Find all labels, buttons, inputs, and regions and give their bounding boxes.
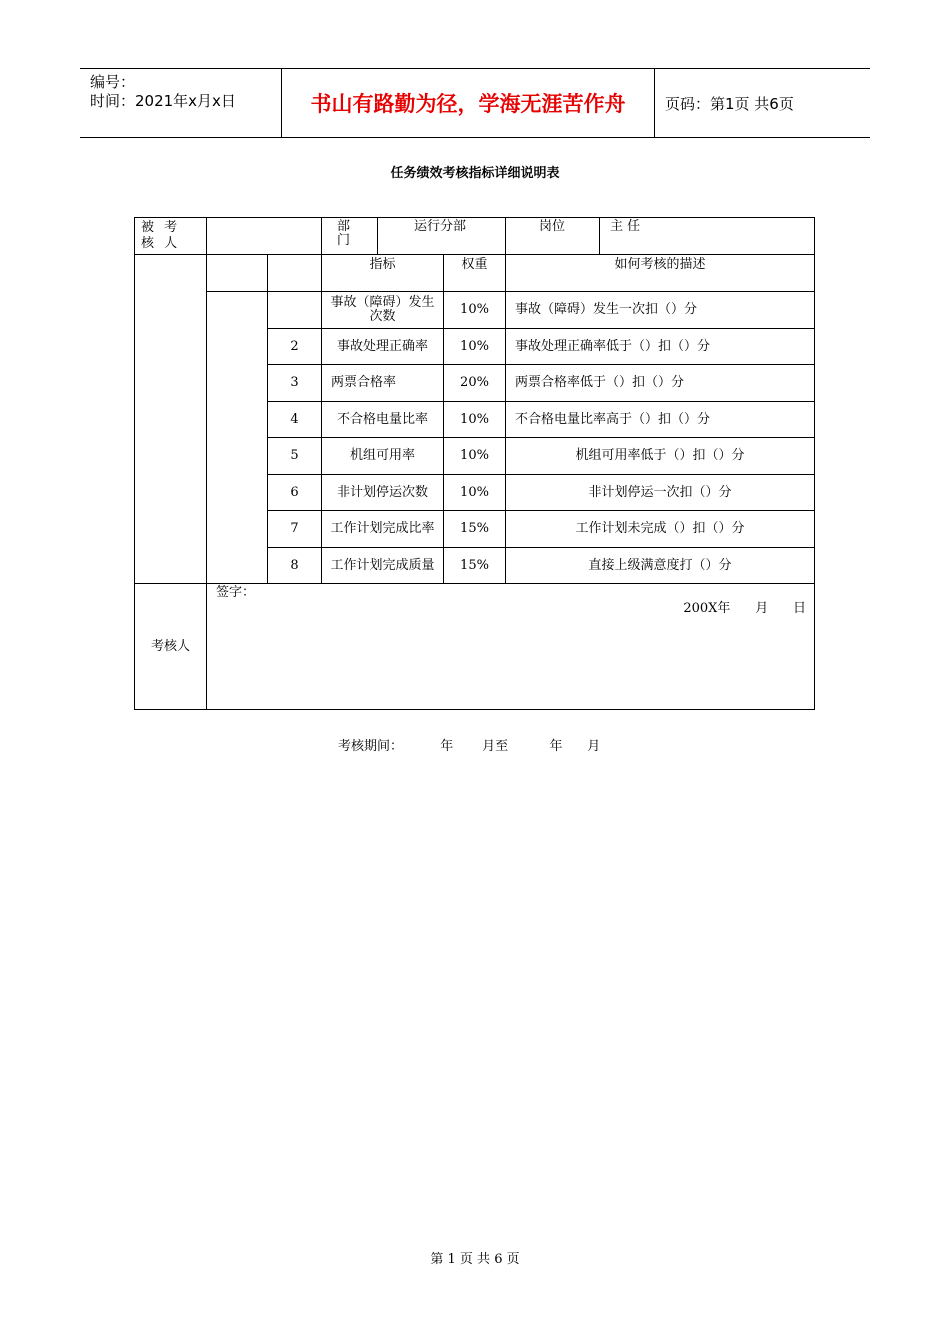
row-desc: 直接上级满意度打（）分 [505, 547, 815, 584]
assessment-table [134, 217, 815, 710]
row-desc: 工作计划未完成（）扣（）分 [505, 510, 815, 548]
post-value: 主 任 [599, 217, 815, 255]
row-desc: 机组可用率低于（）扣（）分 [505, 437, 815, 475]
row-weight: 10% [443, 401, 506, 438]
row-weight: 10% [443, 437, 506, 475]
row-number: 5 [267, 437, 322, 475]
assessee-value[interactable] [206, 217, 322, 255]
document-title: 任务绩效考核指标详细说明表 [390, 166, 560, 181]
row-number: 2 [267, 328, 322, 365]
col-weight: 权重 [443, 254, 506, 292]
row-desc: 事故（障碍）发生一次扣（）分 [505, 291, 815, 329]
assessment-period: 考核期间： 年 月至 年 月 [338, 739, 601, 754]
row-weight: 15% [443, 547, 506, 584]
blank-header-cell [206, 254, 268, 292]
row-number: 6 [267, 474, 322, 511]
col-indicator: 指标 [321, 254, 444, 292]
row-weight: 10% [443, 474, 506, 511]
row-number: 4 [267, 401, 322, 438]
row-indicator: 非计划停运次数 [321, 474, 444, 511]
row-indicator: 不合格电量比率 [321, 401, 444, 438]
signature-area[interactable] [206, 583, 815, 710]
header-slogan: 书山有路勤为径，学海无涯苦作舟 [281, 69, 655, 137]
page-footer: 第 1 页 共 6 页 [430, 1252, 520, 1267]
row-indicator: 两票合格率 [321, 364, 444, 402]
row-desc: 事故处理正确率低于（）扣（）分 [505, 328, 815, 365]
row-desc: 非计划停运一次扣（）分 [505, 474, 815, 511]
row-number [267, 291, 322, 329]
dept-label: 部门 [321, 217, 378, 255]
row-weight: 15% [443, 510, 506, 548]
col-desc: 如何考核的描述 [505, 254, 815, 292]
number-label: 编号： [90, 73, 136, 91]
row-number: 3 [267, 364, 322, 402]
row-indicator: 工作计划完成比率 [321, 510, 444, 548]
row-number: 8 [267, 547, 322, 584]
row-indicator: 机组可用率 [321, 437, 444, 475]
row-weight: 20% [443, 364, 506, 402]
time-label: 时间：2021年x月x日 [90, 92, 236, 110]
row-number: 7 [267, 510, 322, 548]
assessor-label: 考核人 [134, 583, 207, 710]
dept-value: 运行分部 [377, 217, 506, 255]
no-header-cell [267, 254, 322, 292]
subcategory-cell [206, 291, 268, 584]
signature-label: 签字： [216, 585, 256, 600]
document-header [80, 68, 870, 138]
row-indicator: 事故处理正确率 [321, 328, 444, 365]
post-label: 岗位 [505, 217, 600, 255]
row-weight: 10% [443, 328, 506, 365]
row-weight: 10% [443, 291, 506, 329]
header-page-label: 页码：第1页 共6页 [665, 95, 794, 113]
row-desc: 两票合格率低于（）扣（）分 [505, 364, 815, 402]
assessee-label: 被 考 核 人 [134, 217, 207, 255]
sign-date: 200X年 月 日 [683, 601, 806, 616]
row-indicator: 工作计划完成质量 [321, 547, 444, 584]
row-desc: 不合格电量比率高于（）扣（）分 [505, 401, 815, 438]
row-indicator: 事故（障碍）发生次数 [321, 291, 444, 329]
header-meta [80, 69, 281, 137]
category-cell [134, 254, 207, 584]
